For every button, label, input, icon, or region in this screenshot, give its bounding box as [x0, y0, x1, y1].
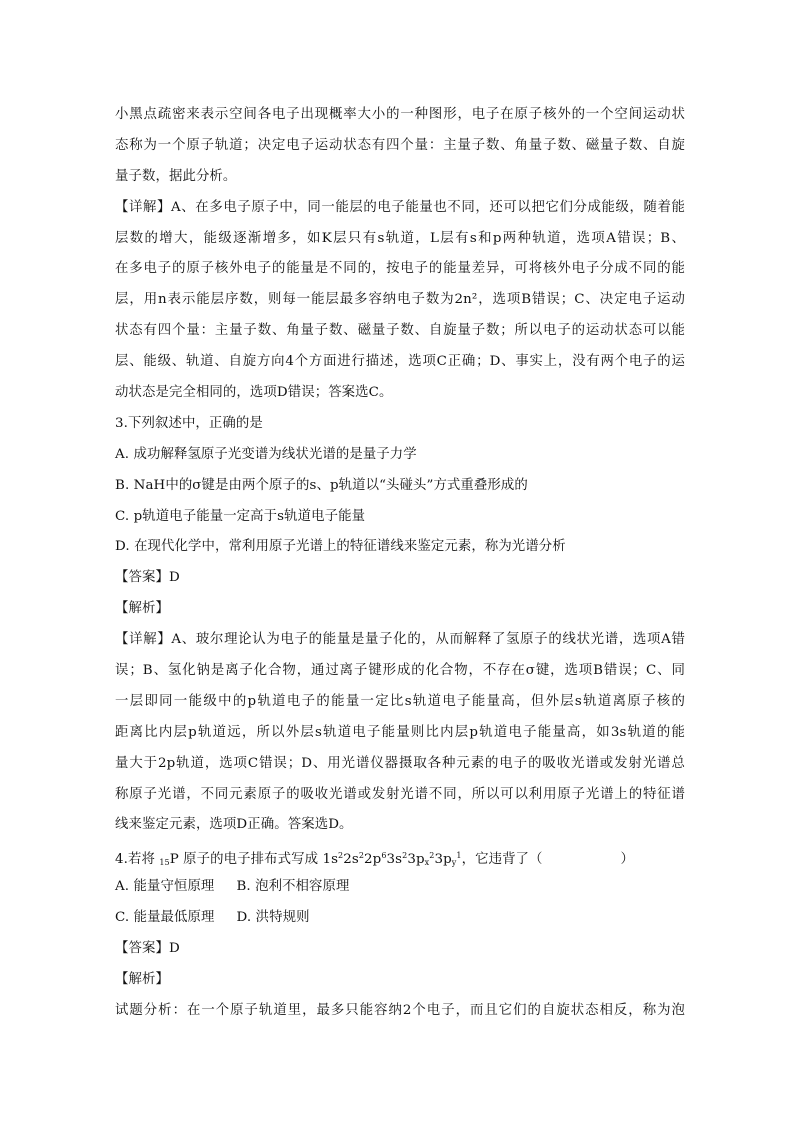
question-3-option-a: A. 成功解释氢原子光变谱为线状光谱的是量子力学 — [115, 446, 417, 462]
text-line: 量子数，据此分析。 — [115, 168, 237, 184]
text-line: 试题分析：在一个原子轨道里，最多只能容纳2个电子，而且它们的自旋状态相反，称为泡 — [115, 1002, 685, 1018]
text-line: 小黑点疏密来表示空间各电子出现概率大小的一种图形，电子在原子核外的一个空间运动状 — [115, 107, 685, 122]
document-page — [115, 100, 685, 1027]
text-line: 在多电子的原子核外电子的能量是不同的，按电子的能量差异，可将核外电子分成不同的能 — [115, 261, 685, 277]
text-line: 层、能级、轨道、自旋方向4个方面进行描述，选项C正确；D、事实上，没有两个电子的运 — [115, 354, 685, 370]
text-line: 误；B、氢化钠是离子化合物，通过离子键形成的化合物，不存在σ键，选项B错误；C、同 — [115, 663, 685, 679]
text-line: 层数的增大，能级逐渐增多，如K层只有s轨道，L层有s和p两种轨道，选项A错误；B、 — [115, 230, 685, 246]
text-line: 【详解】A、在多电子原子中，同一能层的电子能量也不同，还可以把它们分成能级，随着能 — [115, 199, 685, 215]
question-4-option-a: A. 能量守恒原理 — [115, 879, 215, 895]
text-line: 量大于2p轨道，选项C错误；D、用光谱仪器摄取各种元素的电子的吸收光谱或发射光谱总 — [115, 755, 685, 771]
question-3-option-d: D. 在现代化学中，常利用原子光谱上的特征谱线来鉴定元素，称为光谱分析 — [115, 539, 566, 555]
text-line: 线来鉴定元素，选项D正确。答案选D。 — [115, 817, 353, 833]
text-line: 态称为一个原子轨道；决定电子运动状态有四个量：主量子数、角量子数、磁量子数、自旋 — [115, 137, 685, 153]
question-3-option-c: C. p轨道电子能量一定高于s轨道电子能量 — [115, 508, 366, 524]
question-4-option-c: C. 能量最低原理 — [115, 910, 215, 926]
question-4-option-b: B. 泡利不相容原理 — [236, 879, 350, 895]
text-line: 动状态是完全相同的，选项D错误；答案选C。 — [115, 385, 393, 401]
text-line: 层，用n表示能层序数，则每一能层最多容纳电子数为2n²，选项B错误；C、决定电子运动 — [115, 292, 685, 308]
text-line: 距离比内层p轨道远，所以外层s轨道电子能量则比内层p轨道电子能量高，如3s轨道的能 — [115, 724, 685, 740]
answer-label: 【答案】D — [115, 570, 180, 586]
text-line: 状态有四个量：主量子数、角量子数、磁量子数、自旋量子数；所以电子的运动状态可以能 — [115, 323, 685, 339]
answer-label: 【答案】D — [115, 941, 180, 957]
question-4-options-row-1 — [115, 872, 685, 903]
analysis-label: 【解析】 — [115, 971, 169, 987]
question-3-stem: 3.下列叙述中，正确的是 — [115, 415, 263, 431]
question-4-stem: 4.若将 $_{15}$P 原子的电子排布式写成 $1s^22s^22p^63s^23p_x^23p_y^1$，它违背了（ ） — [115, 851, 635, 868]
question-4-option-d: D. 洪特规则 — [236, 910, 310, 926]
question-4-options-row-2 — [115, 903, 685, 934]
analysis-label: 【解析】 — [115, 601, 169, 617]
text-line: 【详解】A、玻尔理论认为电子的能量是量子化的，从而解释了氢原子的线状光谱，选项A错 — [115, 632, 685, 648]
question-3-option-b: B. NaH中的σ键是由两个原子的s、p轨道以“头碰头”方式重叠形成的 — [115, 477, 528, 493]
text-line: 称原子光谱，不同元素原子的吸收光谱或发射光谱不同，所以可以利用原子光谱上的特征谱 — [115, 786, 685, 802]
text-line: 一层即同一能级中的p轨道电子的能量一定比s轨道电子能量高，但外层s轨道离原子核的 — [115, 693, 685, 709]
